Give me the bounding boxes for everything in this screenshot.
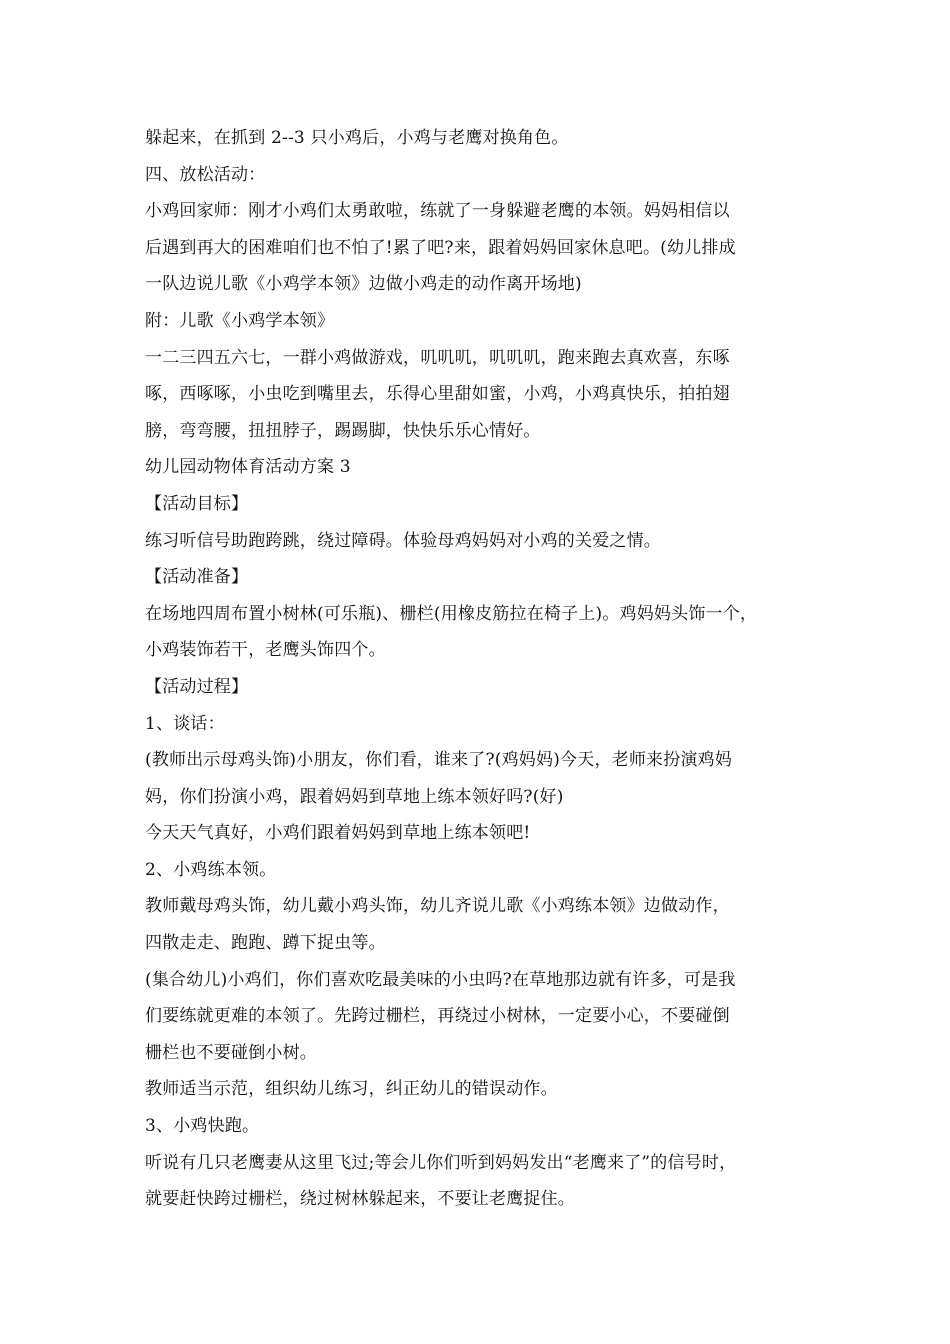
text-line: 后遇到再大的困难咱们也不怕了!累了吧?来，跟着妈妈回家休息吧。(幼儿排成 bbox=[145, 237, 736, 258]
text-line: 教师适当示范，组织幼儿练习，纠正幼儿的错误动作。 bbox=[145, 1079, 558, 1100]
text-line: (集合幼儿)小鸡们，你们喜欢吃最美味的小虫吗?在草地那边就有许多，可是我 bbox=[145, 969, 736, 990]
step-heading: 1、谈话： bbox=[145, 713, 225, 734]
text-line: 一二三四五六七，一群小鸡做游戏，叽叽叽，叽叽叽，跑来跑去真欢喜，东啄 bbox=[145, 347, 730, 368]
section-heading: 【活动过程】 bbox=[145, 676, 249, 697]
text-line: 教师戴母鸡头饰，幼儿戴小鸡头饰，幼儿齐说儿歌《小鸡练本领》边做动作， bbox=[145, 896, 730, 917]
text-line: 就要赶快跨过栅栏，绕过树林躲起来，不要让老鹰捉住。 bbox=[145, 1189, 575, 1210]
text-line: 一队边说儿歌《小鸡学本领》边做小鸡走的动作离开场地) bbox=[145, 274, 582, 295]
text-line: 妈，你们扮演小鸡，跟着妈妈到草地上练本领好吗?(好) bbox=[145, 786, 564, 807]
step-heading: 2、小鸡练本领。 bbox=[145, 859, 277, 880]
text-line: 小鸡装饰若干，老鹰头饰四个。 bbox=[145, 640, 386, 661]
text-line: (教师出示母鸡头饰)小朋友，你们看，谁来了?(鸡妈妈)今天，老师来扮演鸡妈 bbox=[145, 750, 733, 771]
section-heading: 【活动准备】 bbox=[145, 567, 249, 588]
text-line: 啄，西啄啄，小虫吃到嘴里去，乐得心里甜如蜜，小鸡，小鸡真快乐，拍拍翅 bbox=[145, 384, 730, 405]
text-line: 小鸡回家师：刚才小鸡们太勇敢啦，练就了一身躲避老鹰的本领。妈妈相信以 bbox=[145, 201, 730, 222]
text-line: 膀，弯弯腰，扭扭脖子，踢踢脚，快快乐乐心情好。 bbox=[145, 420, 541, 441]
section-heading: 【活动目标】 bbox=[145, 493, 249, 514]
text-line: 练习听信号助跑跨跳，绕过障碍。体验母鸡妈妈对小鸡的关爱之情。 bbox=[145, 530, 661, 551]
text-line: 在场地四周布置小树林(可乐瓶)、栅栏(用橡皮筋拉在椅子上)。鸡妈妈头饰一个， bbox=[145, 603, 758, 624]
section-heading: 四、放松活动： bbox=[145, 164, 266, 185]
step-heading: 3、小鸡快跑。 bbox=[145, 1116, 260, 1137]
section-heading: 附：儿歌《小鸡学本领》 bbox=[145, 310, 335, 331]
text-line: 栅栏也不要碰倒小树。 bbox=[145, 1042, 317, 1063]
text-line: 听说有几只老鹰妻从这里飞过;等会儿你们听到妈妈发出“老鹰来了”的信号时， bbox=[145, 1152, 737, 1173]
text-line: 四散走走、跑跑、蹲下捉虫等。 bbox=[145, 933, 386, 954]
text-line: 今天天气真好，小鸡们跟着妈妈到草地上练本领吧! bbox=[145, 823, 531, 844]
document-section-title: 幼儿园动物体育活动方案 3 bbox=[145, 457, 351, 478]
document-body bbox=[145, 120, 815, 1218]
text-line: 躲起来，在抓到 2--3 只小鸡后，小鸡与老鹰对换角色。 bbox=[145, 128, 569, 148]
text-line: 们要练就更难的本领了。先跨过栅栏，再绕过小树林，一定要小心，不要碰倒 bbox=[145, 1006, 730, 1027]
